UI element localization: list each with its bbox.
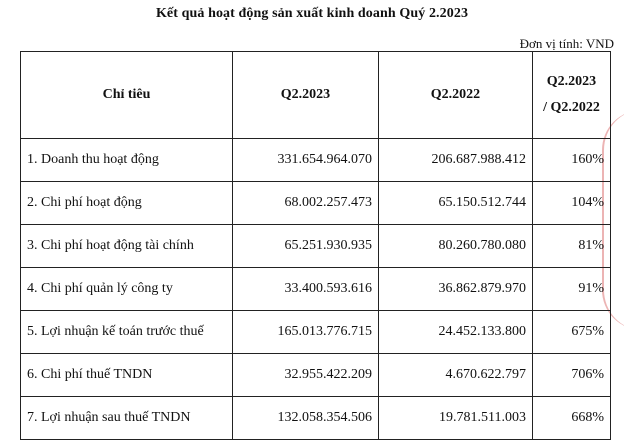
row-q2-2022: 4.670.622.797 <box>379 354 533 397</box>
row-q2-2022: 24.452.133.800 <box>379 311 533 354</box>
row-q2-2022: 206.687.988.412 <box>379 139 533 182</box>
row-label: 7. Lợi nhuận sau thuế TNDN <box>21 397 233 440</box>
row-ratio: 91% <box>533 268 611 311</box>
row-label: 5. Lợi nhuận kế toán trước thuế <box>21 311 233 354</box>
row-label: 6. Chi phí thuế TNDN <box>21 354 233 397</box>
table-row <box>21 397 611 440</box>
row-ratio: 160% <box>533 139 611 182</box>
row-q2-2022: 19.781.511.003 <box>379 397 533 440</box>
table-row <box>21 225 611 268</box>
row-q2-2023: 32.955.422.209 <box>233 354 379 397</box>
row-ratio: 675% <box>533 311 611 354</box>
table-row <box>21 354 611 397</box>
row-q2-2022: 36.862.879.970 <box>379 268 533 311</box>
row-ratio: 104% <box>533 182 611 225</box>
results-table <box>20 51 611 440</box>
row-q2-2022: 65.150.512.744 <box>379 182 533 225</box>
table-title: Kết quả hoạt động sản xuất kinh doanh Quý 2.2023 <box>155 6 469 21</box>
row-q2-2022: 80.260.780.080 <box>379 225 533 268</box>
unit-label: Đơn vị tính: VND <box>519 36 614 51</box>
row-ratio: 81% <box>533 225 611 268</box>
row-q2-2023: 132.058.354.506 <box>233 397 379 440</box>
header-indicator: Chỉ tiêu <box>21 52 233 139</box>
row-ratio: 706% <box>533 354 611 397</box>
row-label: 4. Chi phí quản lý công ty <box>21 268 233 311</box>
header-ratio-line1: Q2.2023 <box>546 74 597 89</box>
row-label: 3. Chi phí hoạt động tài chính <box>21 225 233 268</box>
row-ratio: 668% <box>533 397 611 440</box>
header-row <box>21 52 611 139</box>
header-q2-2022: Q2.2022 <box>379 52 533 139</box>
row-q2-2023: 331.654.964.070 <box>233 139 379 182</box>
table-row <box>21 139 611 182</box>
header-ratio <box>533 52 611 139</box>
table-row <box>21 268 611 311</box>
row-label: 2. Chi phí hoạt động <box>21 182 233 225</box>
row-label: 1. Doanh thu hoạt động <box>21 139 233 182</box>
row-q2-2023: 33.400.593.616 <box>233 268 379 311</box>
header-q2-2023: Q2.2023 <box>233 52 379 139</box>
row-q2-2023: 165.013.776.715 <box>233 311 379 354</box>
row-q2-2023: 68.002.257.473 <box>233 182 379 225</box>
table-row <box>21 311 611 354</box>
table-row <box>21 182 611 225</box>
row-q2-2023: 65.251.930.935 <box>233 225 379 268</box>
header-ratio-line2: / Q2.2022 <box>543 100 600 115</box>
